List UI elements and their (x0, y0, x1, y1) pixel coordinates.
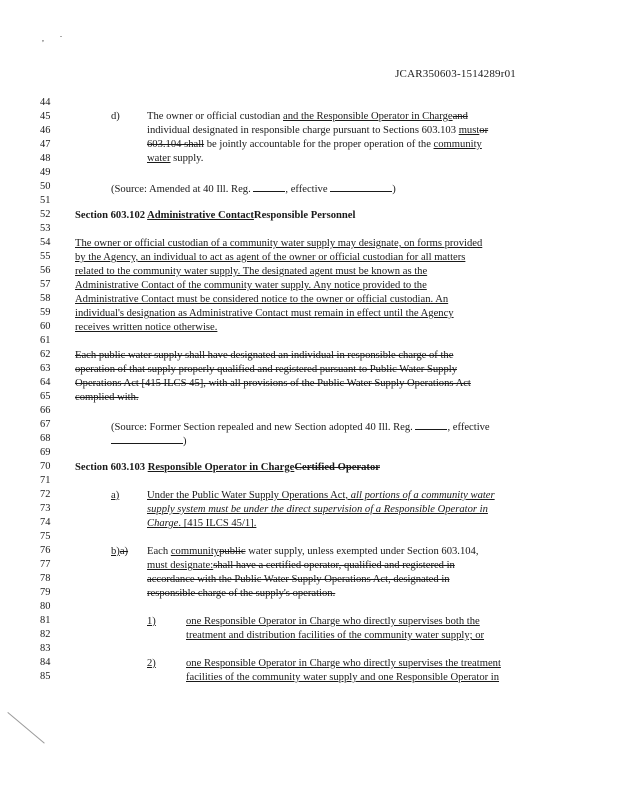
line-number: 65 (40, 391, 51, 402)
line-number: 48 (40, 153, 51, 164)
para-line: Operations Act [415 ILCS 45], with all provisions of the Public Water Supply Operations Act (75, 378, 471, 389)
line-number: 60 (40, 321, 51, 332)
line-number: 76 (40, 545, 51, 556)
line-number: 51 (40, 195, 51, 206)
line-number: 57 (40, 279, 51, 290)
line-number: 45 (40, 111, 51, 122)
scan-artifact (7, 712, 44, 744)
item-2-label: 2) (147, 658, 156, 669)
line-number: 72 (40, 489, 51, 500)
scan-mark: . (60, 30, 62, 39)
line-number: 56 (40, 265, 51, 276)
item-2-line2: facilities of the community water supply and one Responsible Operator in (186, 672, 500, 683)
item-1-label: 1) (147, 616, 156, 627)
line-number: 85 (40, 671, 51, 682)
subsection-a-label: a) (111, 490, 120, 501)
document-id: JCAR350603-1514289r01 (395, 68, 516, 80)
line-number: 58 (40, 293, 51, 304)
line-number: 67 (40, 419, 51, 430)
item-1-line2: treatment and distribution facilities of the community water supply; or (186, 630, 485, 641)
line-number: 61 (40, 335, 51, 346)
para-line: Each public water supply shall have designated an individual in responsible charge of the (75, 350, 454, 361)
line-number: 50 (40, 181, 51, 192)
line-number: 77 (40, 559, 51, 570)
subsection-b-line2: must designate:shall have a certified operator, qualified and registered in (147, 560, 455, 571)
line-number: 79 (40, 587, 51, 598)
scan-mark: , (42, 34, 44, 43)
item-d-line1: The owner or official custodian and the Responsible Operator in Chargeand (147, 111, 468, 122)
para-line: Administrative Contact must be considered notice to the owner or official custodian. An (75, 294, 449, 305)
line-number: 53 (40, 223, 51, 234)
subsection-a-line1: Under the Public Water Supply Operations Act, all portions of a community water (147, 490, 495, 501)
item-d-label: d) (111, 111, 120, 122)
subsection-a-line2: supply system must be under the direct supervision of a Responsible Operator in (147, 504, 488, 515)
item-2-line1: one Responsible Operator in Charge who directly supervises the treatment (186, 658, 501, 669)
line-number: 70 (40, 461, 51, 472)
line-number: 74 (40, 517, 51, 528)
line-number: 84 (40, 657, 51, 668)
line-number: 75 (40, 531, 51, 542)
line-number: 73 (40, 503, 51, 514)
line-number: 47 (40, 139, 51, 150)
line-number: 81 (40, 615, 51, 626)
para-line: related to the community water supply. The designated agent must be known as the (75, 266, 428, 277)
source-note-2-close: ) (111, 434, 187, 447)
subsection-b-label: b)a) (111, 546, 129, 557)
item-1-line1: one Responsible Operator in Charge who directly supervises both the (186, 616, 480, 627)
line-number: 82 (40, 629, 51, 640)
item-d-line2: individual designated in responsible charge pursuant to Sections 603.103 mustor (147, 125, 489, 136)
line-number: 62 (40, 349, 51, 360)
line-number: 83 (40, 643, 51, 654)
line-number: 71 (40, 475, 51, 486)
line-number: 63 (40, 363, 51, 374)
section-603-103-heading: Section 603.103 Responsible Operator in ChargeCertified Operator (75, 462, 380, 473)
item-d-line4: water supply. (147, 153, 204, 164)
line-number: 44 (40, 97, 51, 108)
line-number: 78 (40, 573, 51, 584)
para-line: receives written notice otherwise. (75, 322, 218, 333)
para-line: complied with. (75, 392, 139, 403)
item-d-line3: 603.104 shall be jointly accountable for the proper operation of the community (147, 139, 482, 150)
para-line: individual's designation as Administrative Contact must remain in effect until the Agency (75, 308, 454, 319)
para-line: Administrative Contact of the community water supply. Any notice provided to the (75, 280, 427, 291)
line-number: 46 (40, 125, 51, 136)
line-number: 64 (40, 377, 51, 388)
section-603-102-heading: Section 603.102 Administrative ContactResponsible Personnel (75, 210, 356, 221)
subsection-b-line4: responsible charge of the supply's operation. (147, 588, 336, 599)
subsection-b-line3: accordance with the Public Water Supply Operations Act, designated in (147, 574, 450, 585)
para-line: operation of that supply properly qualified and registered pursuant to Public Water Supply (75, 364, 458, 375)
line-number: 69 (40, 447, 51, 458)
line-number: 68 (40, 433, 51, 444)
line-number: 49 (40, 167, 51, 178)
subsection-b-line1: Each communitypublic water supply, unless exempted under Section 603.104, (147, 546, 479, 557)
line-number: 80 (40, 601, 51, 612)
subsection-a-line3: Charge. [415 ILCS 45/1]. (147, 518, 257, 529)
line-number: 66 (40, 405, 51, 416)
line-number: 54 (40, 237, 51, 248)
line-number: 55 (40, 251, 51, 262)
para-line: The owner or official custodian of a community water supply may designate, on forms provided (75, 238, 483, 249)
source-note-1: (Source: Amended at 40 Ill. Reg. , effective ) (111, 184, 396, 195)
source-note-2: (Source: Former Section repealed and new Section adopted 40 Ill. Reg. , effective (111, 422, 490, 433)
line-number: 59 (40, 307, 51, 318)
line-number: 52 (40, 209, 51, 220)
para-line: by the Agency, an individual to act as agent of the owner or official custodian for all matters (75, 252, 466, 263)
